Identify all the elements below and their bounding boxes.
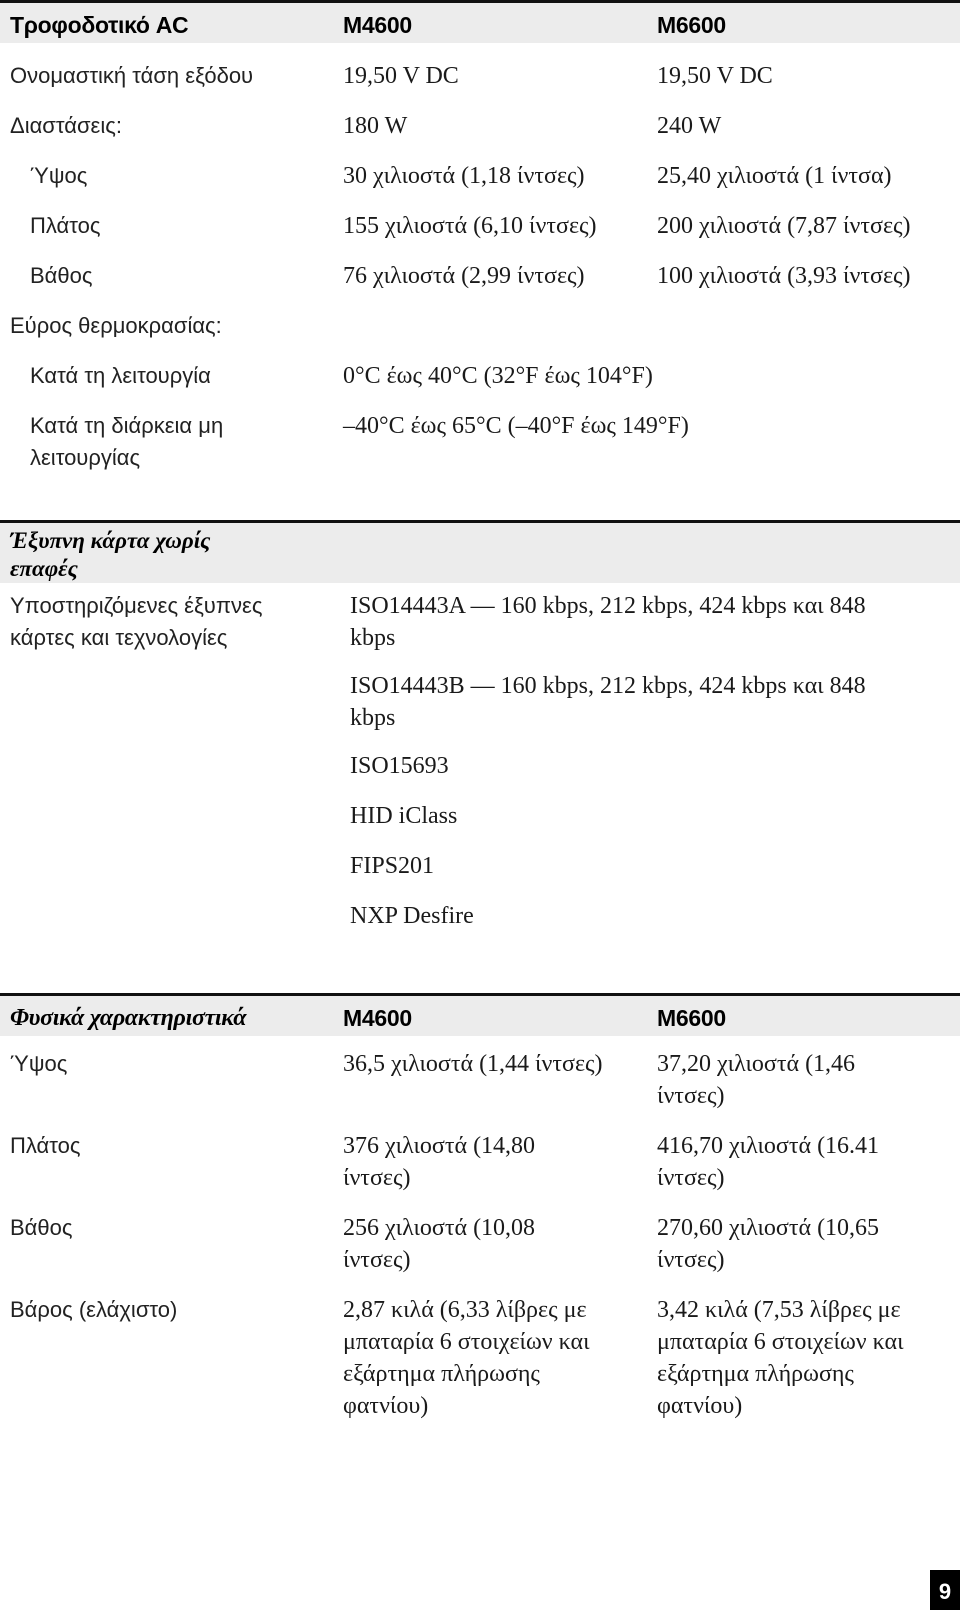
row-value-m4600-line2: μπαταρία 6 στοιχείων και [343,1329,590,1355]
ac-col-m6600: M6600 [657,12,726,38]
row-value-m4600: 180 W [343,113,408,139]
row-value-m4600: 76 χιλιοστά (2,99 ίντσες) [343,263,585,289]
item-line1: FIPS201 [350,853,435,879]
row-value-m6600-line2: ίντσες) [657,1247,725,1273]
row-value-m6600: 100 χιλιοστά (3,93 ίντσες) [657,263,911,289]
item-line2: kbps [350,705,396,731]
item-line1: ISO14443B — 160 kbps, 212 kbps, 424 kbps και 848 [350,673,866,699]
item-line1: ISO14443A — 160 kbps, 212 kbps, 424 kbps και 848 [350,593,866,619]
row-value-m4600-line4: φατνίου) [343,1393,429,1419]
ac-adapter-title: Τροφοδοτικό AC [10,12,189,38]
smartcard-title-line2: επαφές [10,556,78,581]
row-value-span: 0°C έως 40°C (32°F έως 104°F) [343,363,653,389]
row-value-m4600: 155 χιλιοστά (6,10 ίντσες) [343,213,597,239]
ac-adapter-header [0,0,960,43]
row-value-m4600-line2: ίντσες) [343,1247,411,1273]
row-value-span: –40°C έως 65°C (–40°F έως 149°F) [343,413,689,439]
row-value-m6600-line1: 37,20 χιλιοστά (1,46 [657,1051,856,1077]
row-value-m6600: 25,40 χιλιοστά (1 ίντσα) [657,163,892,189]
row-value-m6600-line1: 3,42 κιλά (7,53 λίβρες με [657,1297,901,1323]
row-label: Βάρος (ελάχιστο) [10,1297,178,1322]
row-label: Πλάτος [30,213,101,238]
row-value-m6600-line4: φατνίου) [657,1393,743,1419]
item-line1: NXP Desfire [350,903,474,929]
row-label: Ύψος [30,163,88,188]
item-line2: kbps [350,625,396,651]
row-value-m4600-line1: 376 χιλιοστά (14,80 [343,1133,536,1159]
row-value-m6600: 240 W [657,113,722,139]
row-value-m4600: 30 χιλιοστά (1,18 ίντσες) [343,163,585,189]
row-value-m6600: 19,50 V DC [657,63,773,89]
row-value-m6600-line2: ίντσες) [657,1165,725,1191]
row-label: Ύψος [10,1051,68,1076]
row-value-m6600-line2: μπαταρία 6 στοιχείων και [657,1329,904,1355]
row-label: Ονομαστική τάση εξόδου [10,63,254,88]
item-line1: ISO15693 [350,753,449,779]
row-value-m6600-line1: 416,70 χιλιοστά (16.41 [657,1133,880,1159]
smartcard-header [0,520,960,583]
row-value-m6600-line2: ίντσες) [657,1083,725,1109]
row-value-m4600: 19,50 V DC [343,63,459,89]
row-value-m6600: 200 χιλιοστά (7,87 ίντσες) [657,213,911,239]
physical-title: Φυσικά χαρακτηριστικά [10,1005,247,1031]
physical-header [0,993,960,1036]
row-value-m6600-line1: 270,60 χιλιοστά (10,65 [657,1215,880,1241]
row-label-line1: Υποστηριζόμενες έξυπνες [10,593,263,618]
row-label-line2: κάρτες και τεχνολογίες [10,625,228,650]
row-value-m4600-line2: ίντσες) [343,1165,411,1191]
row-value-m4600: 36,5 χιλιοστά (1,44 ίντσες) [343,1051,603,1077]
ac-col-m4600: M4600 [343,12,412,38]
row-label-line2: λειτουργίας [30,445,141,470]
row-value-m4600-line1: 2,87 κιλά (6,33 λίβρες με [343,1297,587,1323]
physical-col-m4600: M4600 [343,1005,412,1031]
row-label: Εύρος θερμοκρασίας: [10,313,222,338]
physical-col-m6600: M6600 [657,1005,726,1031]
row-label: Βάθος [10,1215,73,1240]
row-label-line1: Κατά τη διάρκεια μη [30,413,224,438]
row-value-m4600-line3: εξάρτημα πλήρωσης [343,1361,540,1387]
row-value-m6600-line3: εξάρτημα πλήρωσης [657,1361,854,1387]
row-label: Διαστάσεις: [10,113,122,138]
smartcard-title-line1: Έξυπνη κάρτα χωρίς [10,528,211,553]
row-value-m4600-line1: 256 χιλιοστά (10,08 [343,1215,536,1241]
row-label: Κατά τη λειτουργία [30,363,211,388]
page-number: 9 [930,1570,960,1610]
row-label: Βάθος [30,263,93,288]
item-line1: HID iClass [350,803,458,829]
row-label: Πλάτος [10,1133,81,1158]
